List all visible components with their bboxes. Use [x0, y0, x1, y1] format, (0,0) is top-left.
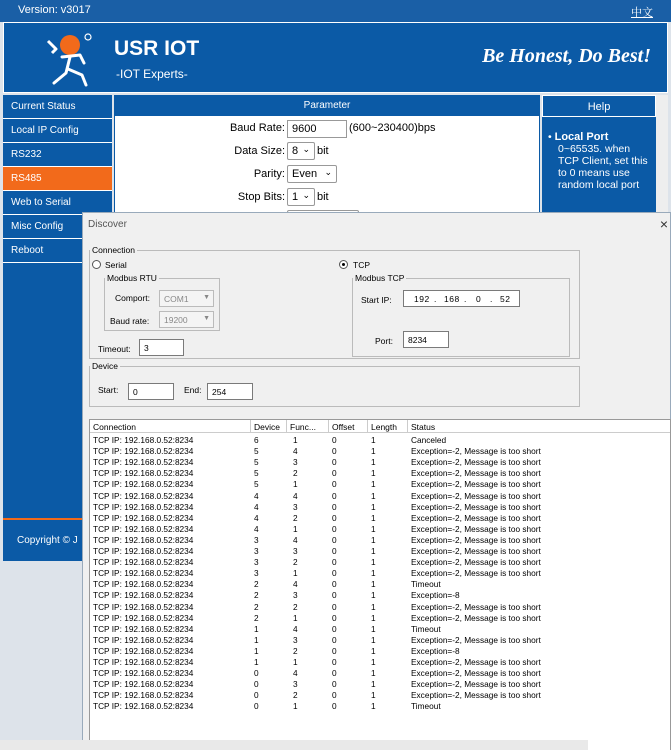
- table-cell: 1: [371, 512, 376, 523]
- header-banner: [3, 22, 668, 93]
- table-cell: TCP IP: 192.168.0.52:8234: [93, 468, 194, 479]
- table-cell: TCP IP: 192.168.0.52:8234: [93, 612, 194, 623]
- serial-radio[interactable]: [92, 260, 101, 269]
- table-cell: 1: [371, 557, 376, 568]
- parity-label: Parity:: [253, 168, 285, 180]
- table-row[interactable]: [90, 646, 671, 657]
- table-cell: 1: [293, 612, 298, 623]
- table-cell: 1: [371, 623, 376, 634]
- table-cell: 1: [371, 690, 376, 701]
- table-cell: Exception=-2, Message is too short: [411, 612, 541, 623]
- version-label: Version: v3017: [18, 4, 91, 16]
- table-cell: Timeout: [411, 701, 441, 712]
- table-cell: 4: [293, 668, 298, 679]
- table-cell: TCP IP: 192.168.0.52:8234: [93, 457, 194, 468]
- table-cell: 0: [332, 446, 337, 457]
- col-header-connection[interactable]: Connection: [90, 420, 251, 433]
- chevron-down-icon: ⌄: [302, 190, 310, 200]
- table-cell: Exception=-8: [411, 645, 460, 656]
- timeout-label: Timeout:: [98, 344, 131, 354]
- table-cell: TCP IP: 192.168.0.52:8234: [93, 435, 194, 445]
- table-cell: 2: [293, 468, 298, 479]
- table-cell: 1: [371, 634, 376, 645]
- parameter-title: Parameter: [115, 96, 539, 116]
- brand-subtitle: -IOT Experts-: [116, 67, 188, 81]
- table-cell: 5: [254, 457, 259, 468]
- comport-value: COM1: [164, 294, 189, 304]
- language-link[interactable]: 中文: [631, 7, 653, 19]
- table-cell: Exception=-2, Message is too short: [411, 690, 541, 701]
- table-cell: 1: [254, 634, 259, 645]
- nav-current-status[interactable]: Current Status: [3, 95, 112, 119]
- table-cell: 1: [371, 534, 376, 545]
- table-cell: 0: [332, 668, 337, 679]
- table-cell: 1: [293, 701, 298, 712]
- end-label: End:: [184, 385, 202, 395]
- table-cell: 0: [332, 701, 337, 712]
- table-cell: 0: [332, 690, 337, 701]
- serial-label: Serial: [105, 260, 127, 270]
- table-cell: TCP IP: 192.168.0.52:8234: [93, 668, 194, 679]
- chevron-down-icon: ▼: [203, 294, 210, 301]
- brand-title: USR IOT: [114, 37, 200, 60]
- table-cell: 3: [293, 634, 298, 645]
- table-cell: 2: [254, 601, 259, 612]
- table-cell: TCP IP: 192.168.0.52:8234: [93, 557, 194, 568]
- table-cell: 0: [254, 679, 259, 690]
- table-cell: 3: [293, 590, 298, 601]
- usr-logo-icon: [40, 29, 100, 89]
- table-cell: 1: [371, 490, 376, 501]
- tcp-radio[interactable]: [339, 260, 348, 269]
- modbus-rtu-legend: Modbus RTU: [107, 273, 157, 283]
- table-row[interactable]: [90, 579, 671, 590]
- col-header-offset[interactable]: Offset: [329, 420, 368, 433]
- table-row[interactable]: [90, 613, 671, 624]
- parity-value: Even: [292, 168, 318, 180]
- data-size-label: Data Size:: [234, 145, 285, 157]
- table-cell: 0: [332, 435, 337, 445]
- comport-label: Comport:: [115, 293, 150, 303]
- table-cell: 0: [332, 457, 337, 468]
- table-cell: Exception=-2, Message is too short: [411, 546, 541, 556]
- table-cell: 2: [293, 512, 298, 523]
- table-row[interactable]: [90, 546, 671, 557]
- table-cell: Exception=-2, Message is too short: [411, 568, 541, 579]
- table-row[interactable]: [90, 690, 671, 701]
- table-cell: TCP IP: 192.168.0.52:8234: [93, 523, 194, 534]
- comport-select[interactable]: [159, 290, 214, 307]
- device-legend: Device: [92, 361, 118, 371]
- table-cell: 0: [332, 501, 337, 512]
- nav-local-ip-config[interactable]: Local IP Config: [3, 119, 112, 143]
- help-body: 0~65535. when TCP Client, set this to 0 means use random local port: [558, 143, 648, 191]
- table-cell: Exception=-2, Message is too short: [411, 679, 541, 690]
- table-cell: TCP IP: 192.168.0.52:8234: [93, 546, 194, 556]
- table-cell: 3: [254, 557, 259, 568]
- table-cell: 1: [371, 568, 376, 579]
- ip-dot: .: [464, 294, 467, 304]
- table-row[interactable]: [90, 524, 671, 535]
- table-cell: TCP IP: 192.168.0.52:8234: [93, 579, 194, 590]
- nav-misc-config[interactable]: Misc Config: [3, 215, 112, 239]
- table-cell: TCP IP: 192.168.0.52:8234: [93, 590, 194, 601]
- table-cell: 4: [254, 490, 259, 501]
- table-cell: TCP IP: 192.168.0.52:8234: [93, 479, 194, 490]
- table-cell: 1: [371, 668, 376, 679]
- table-cell: Exception=-2, Message is too short: [411, 479, 541, 490]
- table-cell: 0: [332, 568, 337, 579]
- chevron-down-icon: ▼: [203, 315, 210, 322]
- stop-bits-unit: bit: [317, 191, 329, 203]
- table-cell: Exception=-2, Message is too short: [411, 634, 541, 645]
- table-cell: TCP IP: 192.168.0.52:8234: [93, 623, 194, 634]
- table-cell: 0: [332, 479, 337, 490]
- results-table: [89, 419, 671, 750]
- table-cell: 2: [293, 645, 298, 656]
- table-cell: TCP IP: 192.168.0.52:8234: [93, 512, 194, 523]
- horizontal-scrollbar[interactable]: [0, 740, 588, 750]
- table-cell: TCP IP: 192.168.0.52:8234: [93, 490, 194, 501]
- table-row[interactable]: [90, 491, 671, 502]
- start-label: Start:: [98, 385, 119, 395]
- table-cell: 3: [293, 679, 298, 690]
- table-cell: 2: [254, 612, 259, 623]
- table-cell: 1: [371, 435, 376, 445]
- start-input[interactable]: 0: [128, 383, 174, 400]
- table-cell: 1: [371, 645, 376, 656]
- table-row[interactable]: [90, 457, 671, 468]
- stop-bits-value: 1: [292, 191, 299, 203]
- table-row[interactable]: [90, 668, 671, 679]
- port-label: Port:: [375, 336, 393, 346]
- baud-value: 19200: [164, 315, 188, 325]
- table-row[interactable]: [90, 479, 671, 490]
- table-cell: Exception=-2, Message is too short: [411, 523, 541, 534]
- table-cell: 0: [332, 546, 337, 556]
- table-cell: TCP IP: 192.168.0.52:8234: [93, 679, 194, 690]
- table-cell: 0: [254, 690, 259, 701]
- connection-legend: Connection: [92, 245, 136, 255]
- close-icon[interactable]: ×: [659, 216, 668, 232]
- table-row[interactable]: [90, 624, 671, 635]
- table-row[interactable]: [90, 635, 671, 646]
- table-cell: 0: [332, 657, 337, 667]
- table-cell: TCP IP: 192.168.0.52:8234: [93, 568, 194, 579]
- table-cell: 1: [371, 468, 376, 479]
- table-row[interactable]: [90, 535, 671, 546]
- table-cell: TCP IP: 192.168.0.52:8234: [93, 446, 194, 457]
- ip-octet-2: 168: [444, 294, 460, 304]
- data-size-value: 8: [292, 145, 299, 157]
- discover-title: Discover: [88, 219, 127, 230]
- start-ip-label: Start IP:: [361, 295, 392, 305]
- table-cell: 0: [332, 579, 337, 590]
- table-row[interactable]: [90, 590, 671, 601]
- table-row[interactable]: [90, 435, 671, 446]
- table-cell: 0: [332, 512, 337, 523]
- table-cell: 5: [254, 468, 259, 479]
- table-cell: 2: [293, 557, 298, 568]
- ip-octet-1: 192: [414, 294, 430, 304]
- col-header-length[interactable]: Length: [368, 420, 408, 433]
- table-cell: 4: [293, 534, 298, 545]
- table-cell: 0: [332, 623, 337, 634]
- table-row[interactable]: [90, 468, 671, 479]
- ip-octet-3: 0: [476, 294, 482, 304]
- table-cell: TCP IP: 192.168.0.52:8234: [93, 657, 194, 667]
- chevron-down-icon: ⌄: [302, 144, 310, 154]
- table-cell: 4: [293, 490, 298, 501]
- table-cell: 1: [371, 457, 376, 468]
- table-cell: 1: [371, 590, 376, 601]
- table-cell: Exception=-2, Message is too short: [411, 512, 541, 523]
- table-cell: 0: [332, 645, 337, 656]
- nav-web-to-serial[interactable]: Web to Serial: [3, 191, 112, 215]
- table-row[interactable]: [90, 557, 671, 568]
- table-cell: 0: [332, 557, 337, 568]
- table-cell: Exception=-8: [411, 590, 460, 601]
- nav-rs485[interactable]: RS485: [3, 167, 112, 191]
- table-cell: 4: [254, 501, 259, 512]
- table-cell: 1: [371, 523, 376, 534]
- table-cell: 4: [293, 623, 298, 634]
- table-cell: 5: [254, 446, 259, 457]
- table-row[interactable]: [90, 679, 671, 690]
- col-header-device[interactable]: Device: [251, 420, 287, 433]
- ip-dot: .: [490, 294, 493, 304]
- table-cell: 1: [293, 568, 298, 579]
- table-cell: 2: [254, 579, 259, 590]
- table-cell: TCP IP: 192.168.0.52:8234: [93, 501, 194, 512]
- table-cell: 0: [332, 534, 337, 545]
- table-cell: 1: [371, 446, 376, 457]
- table-cell: 0: [332, 523, 337, 534]
- table-cell: 1: [371, 701, 376, 712]
- table-cell: 1: [371, 612, 376, 623]
- table-cell: 1: [293, 435, 298, 445]
- slogan: Be Honest, Do Best!: [482, 45, 651, 67]
- table-cell: 1: [254, 645, 259, 656]
- table-cell: 4: [254, 512, 259, 523]
- table-cell: 1: [371, 479, 376, 490]
- table-cell: 0: [332, 612, 337, 623]
- tcp-label: TCP: [353, 260, 370, 270]
- table-cell: Exception=-2, Message is too short: [411, 468, 541, 479]
- table-row[interactable]: [90, 701, 671, 712]
- nav-reboot[interactable]: Reboot: [3, 239, 112, 263]
- chevron-down-icon: ⌄: [324, 167, 332, 177]
- port-input[interactable]: 8234: [403, 331, 449, 348]
- table-cell: 0: [332, 679, 337, 690]
- col-header-status[interactable]: Status: [408, 420, 671, 433]
- table-cell: 0: [332, 490, 337, 501]
- table-cell: 3: [254, 546, 259, 556]
- table-cell: Exception=-2, Message is too short: [411, 557, 541, 568]
- table-cell: 2: [293, 601, 298, 612]
- table-cell: 2: [293, 690, 298, 701]
- table-cell: 4: [293, 579, 298, 590]
- table-cell: Exception=-2, Message is too short: [411, 668, 541, 679]
- table-row[interactable]: [90, 513, 671, 524]
- copyright: Copyright © J: [3, 520, 112, 561]
- parameter-panel: [114, 95, 540, 220]
- table-cell: 2: [254, 590, 259, 601]
- ip-octet-4: 52: [500, 294, 511, 304]
- help-scrollbar[interactable]: [656, 95, 668, 220]
- table-cell: Exception=-2, Message is too short: [411, 490, 541, 501]
- baud-select[interactable]: [159, 311, 214, 328]
- table-cell: TCP IP: 192.168.0.52:8234: [93, 701, 194, 712]
- table-cell: Timeout: [411, 623, 441, 634]
- stop-bits-select[interactable]: [287, 188, 315, 206]
- table-cell: TCP IP: 192.168.0.52:8234: [93, 690, 194, 701]
- help-content: • Local Port 0~65535. when TCP Client, set this to 0 means use random local port: [548, 131, 652, 191]
- baud-rate-label: Baud Rate:: [229, 122, 285, 134]
- data-size-select[interactable]: [287, 142, 315, 160]
- table-cell: 1: [293, 657, 298, 667]
- table-cell: 1: [293, 479, 298, 490]
- table-cell: 3: [293, 457, 298, 468]
- table-cell: 3: [293, 546, 298, 556]
- table-cell: 6: [254, 435, 259, 445]
- table-cell: 1: [371, 501, 376, 512]
- table-cell: 0: [332, 590, 337, 601]
- timeout-input[interactable]: 3: [139, 339, 184, 356]
- help-title: Help: [542, 95, 656, 117]
- table-cell: 3: [254, 568, 259, 579]
- table-row[interactable]: [90, 446, 671, 457]
- table-cell: 3: [293, 501, 298, 512]
- table-row[interactable]: [90, 568, 671, 579]
- nav-rs232[interactable]: RS232: [3, 143, 112, 167]
- table-cell: Exception=-2, Message is too short: [411, 446, 541, 457]
- table-cell: 0: [332, 634, 337, 645]
- table-cell: Exception=-2, Message is too short: [411, 534, 541, 545]
- stop-bits-label: Stop Bits:: [237, 191, 285, 203]
- table-cell: 1: [254, 657, 259, 667]
- table-cell: 1: [371, 657, 376, 667]
- discover-window: [82, 212, 671, 750]
- start-ip-input[interactable]: [403, 290, 520, 307]
- table-cell: Exception=-2, Message is too short: [411, 657, 541, 667]
- baud-rate-input[interactable]: 9600: [287, 120, 347, 138]
- table-cell: Exception=-2, Message is too short: [411, 501, 541, 512]
- col-header-function[interactable]: Func...: [287, 420, 329, 433]
- table-cell: TCP IP: 192.168.0.52:8234: [93, 645, 194, 656]
- table-cell: 0: [254, 668, 259, 679]
- parity-select[interactable]: [287, 165, 337, 183]
- table-cell: 0: [332, 601, 337, 612]
- table-cell: 1: [254, 623, 259, 634]
- help-heading: Local Port: [554, 131, 609, 143]
- data-size-unit: bit: [317, 145, 329, 157]
- table-cell: 0: [254, 701, 259, 712]
- table-cell: 1: [371, 601, 376, 612]
- table-cell: Canceled: [411, 435, 447, 445]
- help-panel: [542, 95, 668, 220]
- table-cell: 1: [371, 679, 376, 690]
- table-cell: TCP IP: 192.168.0.52:8234: [93, 634, 194, 645]
- table-cell: 1: [371, 546, 376, 556]
- table-row[interactable]: [90, 502, 671, 513]
- table-row[interactable]: [90, 657, 671, 668]
- modbus-tcp-legend: Modbus TCP: [355, 273, 405, 283]
- top-bar: [0, 0, 671, 22]
- table-cell: 3: [254, 534, 259, 545]
- table-cell: 5: [254, 479, 259, 490]
- table-cell: TCP IP: 192.168.0.52:8234: [93, 534, 194, 545]
- table-cell: 1: [293, 523, 298, 534]
- table-row[interactable]: [90, 602, 671, 613]
- table-cell: TCP IP: 192.168.0.52:8234: [93, 601, 194, 612]
- baud-label: Baud rate:: [110, 316, 150, 326]
- end-input[interactable]: 254: [207, 383, 253, 400]
- ip-dot: .: [434, 294, 437, 304]
- table-cell: Timeout: [411, 579, 441, 590]
- table-cell: 4: [254, 523, 259, 534]
- table-cell: 1: [371, 579, 376, 590]
- table-cell: 4: [293, 446, 298, 457]
- baud-rate-hint: (600~230400)bps: [349, 122, 436, 134]
- table-cell: 0: [332, 468, 337, 479]
- table-cell: Exception=-2, Message is too short: [411, 601, 541, 612]
- table-cell: Exception=-2, Message is too short: [411, 457, 541, 468]
